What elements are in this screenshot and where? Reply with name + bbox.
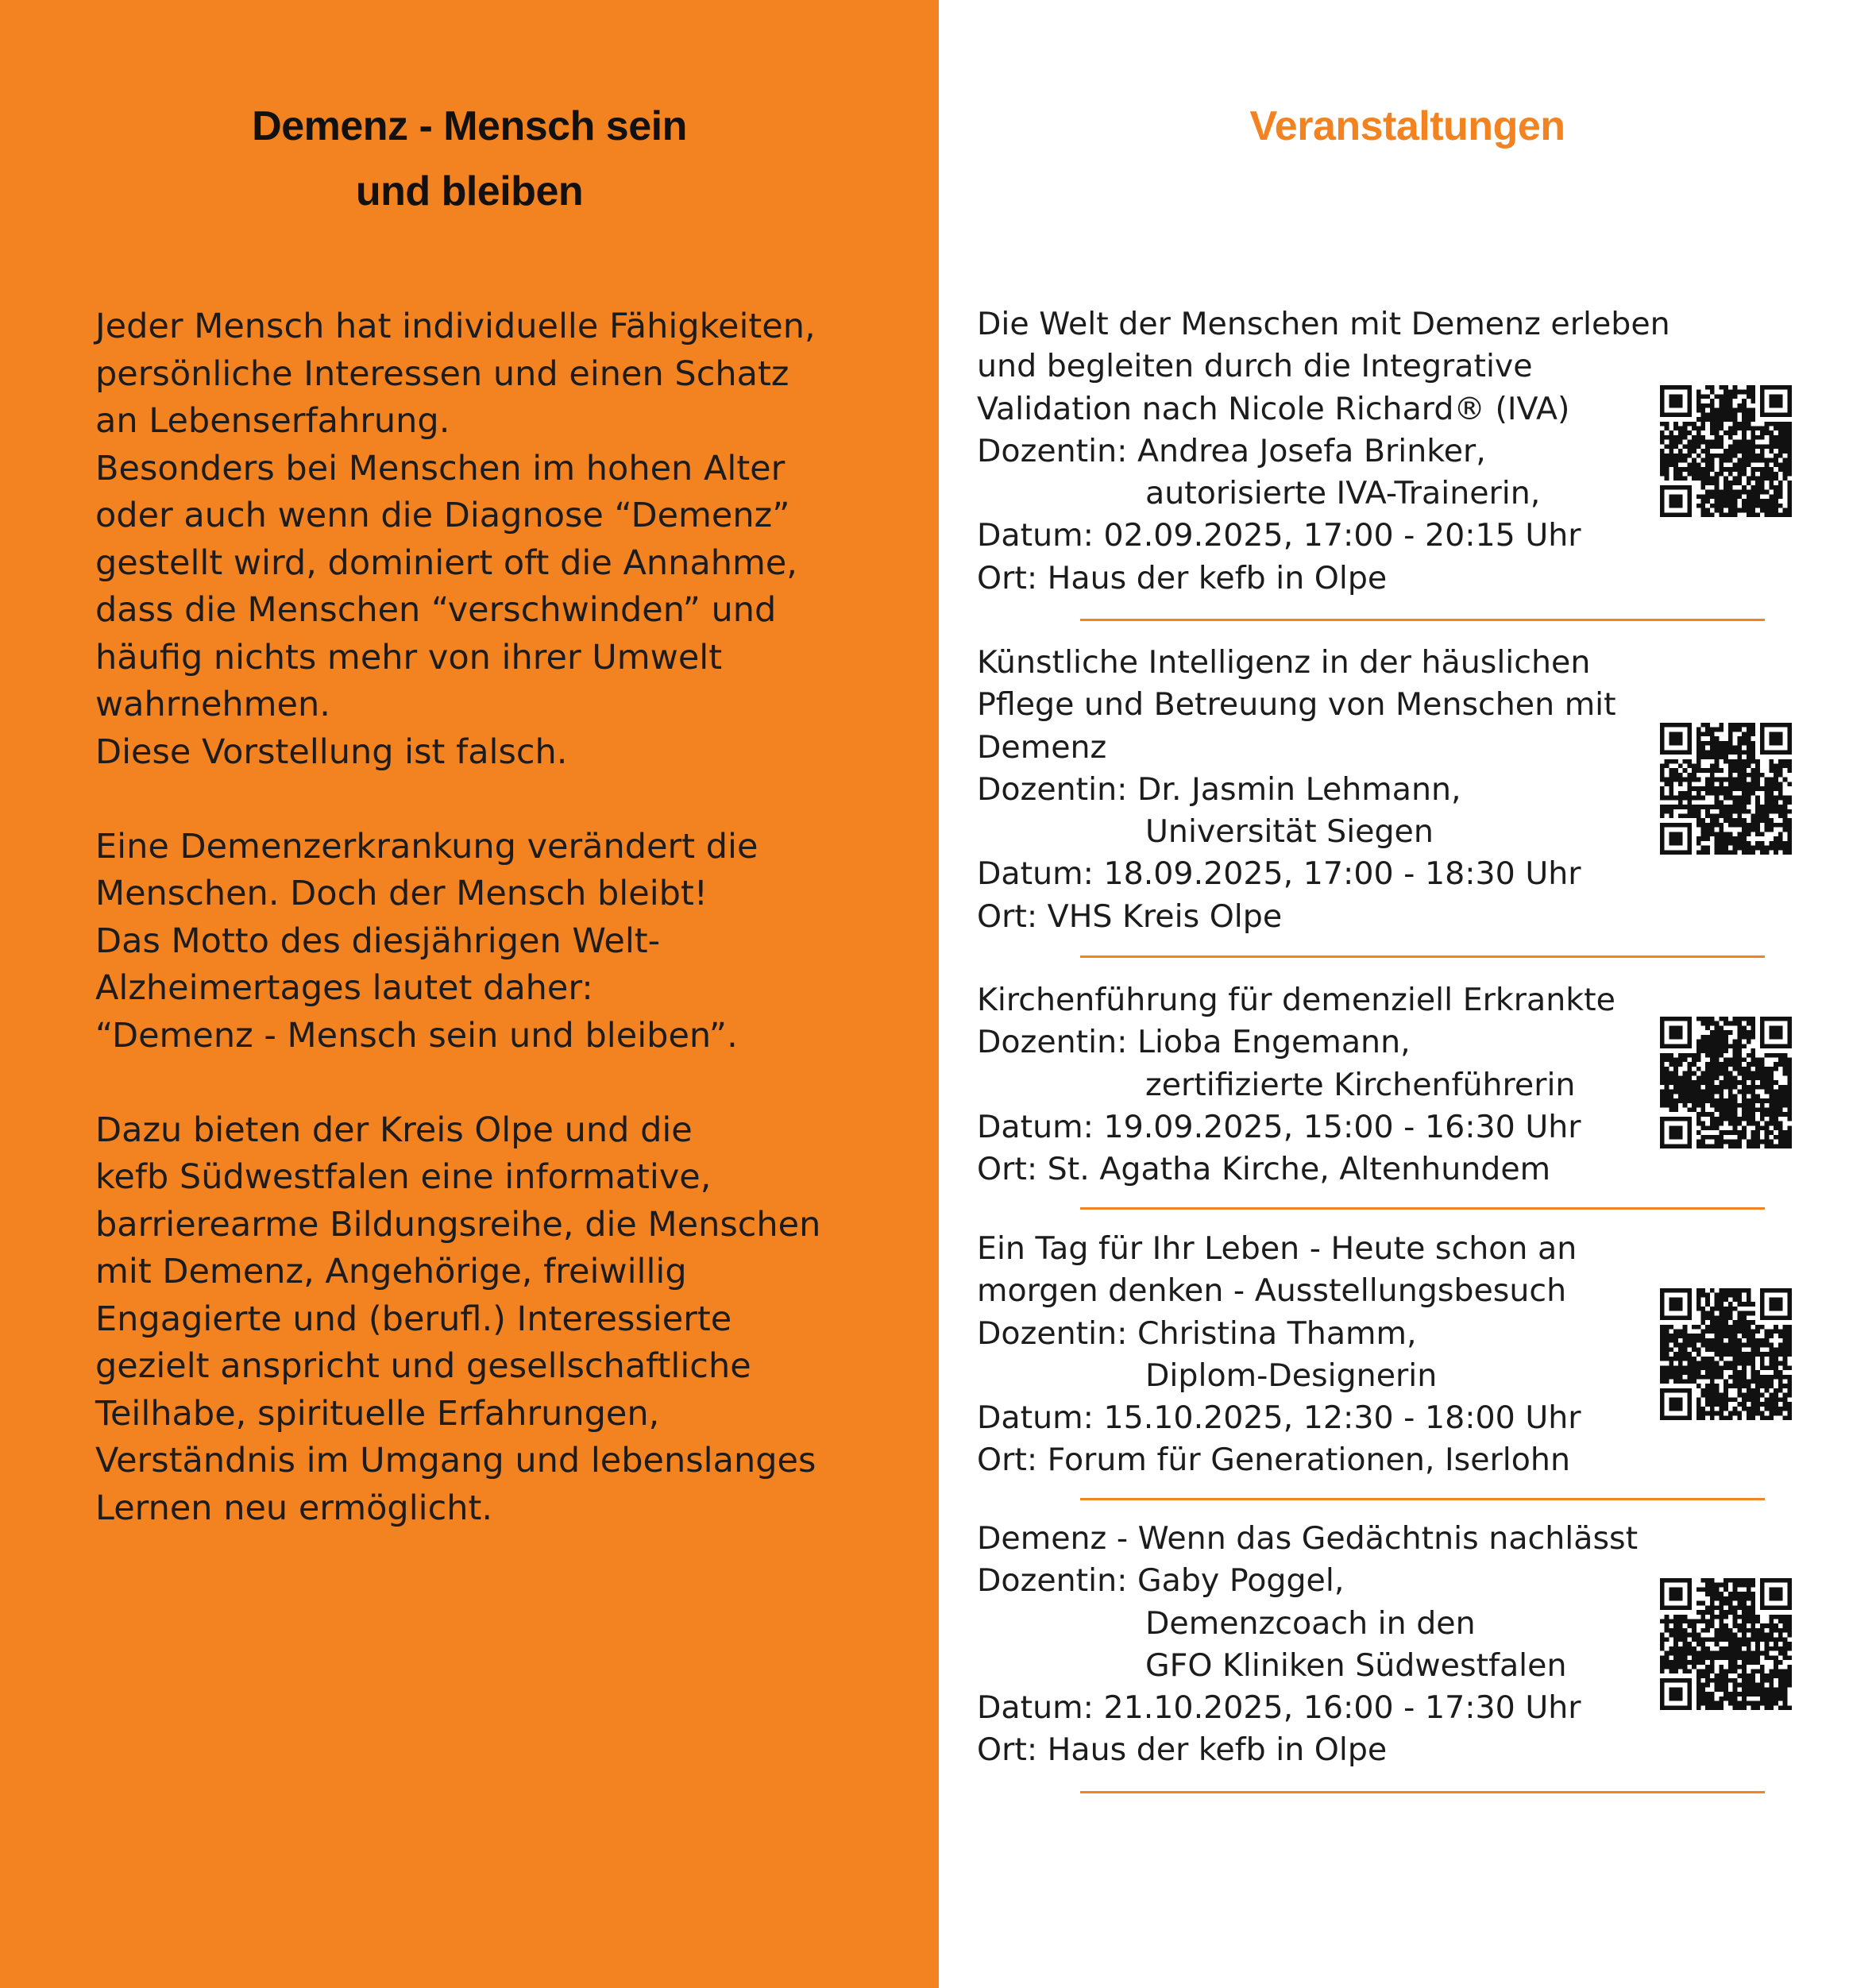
event-title: Künstliche Intelligenz in der häuslichen	[977, 644, 1591, 681]
qr-code-icon	[1660, 723, 1792, 855]
event-location: Ort: St. Agatha Kirche, Altenhundem	[977, 1151, 1551, 1188]
event-location: Ort: Haus der kefb in Olpe	[977, 559, 1388, 596]
event-title: Validation nach Nicole Richard® (IVA)	[977, 390, 1570, 427]
event-dozent-detail: Diplom-Designerin	[1145, 1357, 1438, 1394]
event-title: und begleiten durch die Integrative	[977, 348, 1533, 385]
event-location: Ort: Haus der kefb in Olpe	[977, 1731, 1388, 1769]
event-date: Datum: 15.10.2025, 12:30 - 18:00 Uhr	[977, 1399, 1581, 1437]
event-divider	[1080, 955, 1765, 958]
event-date: Datum: 19.09.2025, 15:00 - 16:30 Uhr	[977, 1108, 1581, 1145]
event-dozent-detail: Demenzcoach in den	[1145, 1604, 1476, 1642]
event-divider	[1080, 1791, 1765, 1793]
events-panel	[939, 0, 1876, 1988]
intro-title-line-1: Demenz - Mensch sein	[252, 103, 687, 149]
event-dozent: Dozentin: Christina Thamm,	[977, 1314, 1417, 1352]
intro-paragraph: Jeder Mensch hat individuelle Fähigkeiten, persönliche Interessen und einen Schatz an Lebenserfahrung. Besonders bei Menschen im hohen Alter oder auch wenn die Diagnose “Demenz” gestellt wird, dominiert oft die Annahme, dass die Menschen “verschwinden” und häufig nichts mehr von ihrer Umwelt wahrnehmen. Diese Vorstellung ist falsch.	[95, 307, 816, 772]
event-dozent: Dozentin: Lioba Engemann,	[977, 1024, 1411, 1061]
event-date: Datum: 02.09.2025, 17:00 - 20:15 Uhr	[977, 517, 1581, 554]
qr-code-icon	[1660, 1017, 1792, 1148]
intro-paragraph: Eine Demenzerkrankung verändert die Menschen. Doch der Mensch bleibt! Das Motto des diesjährigen Welt- Alzheimertages lautet daher: “Demenz - Mensch sein und bleiben”.	[95, 826, 759, 1056]
qr-code-icon	[1660, 1288, 1792, 1420]
event-title: Demenz	[977, 728, 1107, 766]
event-date: Datum: 21.10.2025, 16:00 - 17:30 Uhr	[977, 1689, 1581, 1727]
qr-code-icon	[1660, 385, 1792, 517]
event-title: Pflege und Betreuung von Menschen mit	[977, 686, 1616, 724]
event-dozent-detail: Universität Siegen	[1145, 813, 1434, 851]
intro-paragraph: Dazu bieten der Kreis Olpe und die kefb Südwestfalen eine informative, barrierearme Bildungsreihe, die Menschen mit Demenz, Angehörige, freiwillig Engagierte und (berufl.) Interessierte gezielt anspricht und gesellschaftliche Teilhabe, spirituelle Erfahrungen, Verständnis im Umgang und lebenslanges Lernen neu ermöglicht.	[95, 1110, 821, 1528]
event-date: Datum: 18.09.2025, 17:00 - 18:30 Uhr	[977, 855, 1581, 893]
event-dozent-detail: zertifizierte Kirchenführerin	[1145, 1066, 1576, 1103]
event-dozent: Dozentin: Gaby Poggel,	[977, 1562, 1345, 1600]
event-dozent-detail: GFO Kliniken Südwestfalen	[1145, 1646, 1567, 1684]
events-title: Veranstaltungen	[1249, 103, 1565, 149]
event-divider	[1080, 1207, 1765, 1210]
event-location: Ort: VHS Kreis Olpe	[977, 897, 1283, 935]
event-dozent-detail: autorisierte IVA-Trainerin,	[1145, 475, 1541, 512]
event-dozent: Dozentin: Dr. Jasmin Lehmann,	[977, 770, 1461, 808]
event-title: Ein Tag für Ihr Leben - Heute schon an	[977, 1230, 1577, 1267]
event-title: Demenz - Wenn das Gedächtnis nachlässt	[977, 1520, 1639, 1557]
qr-code-icon	[1660, 1578, 1792, 1710]
intro-body	[95, 303, 858, 1532]
intro-title-line-2: und bleiben	[355, 168, 584, 214]
event-dozent: Dozentin: Andrea Josefa Brinker,	[977, 432, 1486, 469]
event-title: Die Welt der Menschen mit Demenz erleben	[977, 306, 1670, 342]
intro-title	[0, 94, 939, 224]
event-divider	[1080, 1498, 1765, 1500]
event-location: Ort: Forum für Generationen, Iserlohn	[977, 1442, 1570, 1479]
event-divider	[1080, 619, 1765, 621]
event-title: morgen denken - Ausstellungsbesuch	[977, 1272, 1567, 1310]
event-title: Kirchenführung für demenziell Erkrankte	[977, 982, 1615, 1018]
